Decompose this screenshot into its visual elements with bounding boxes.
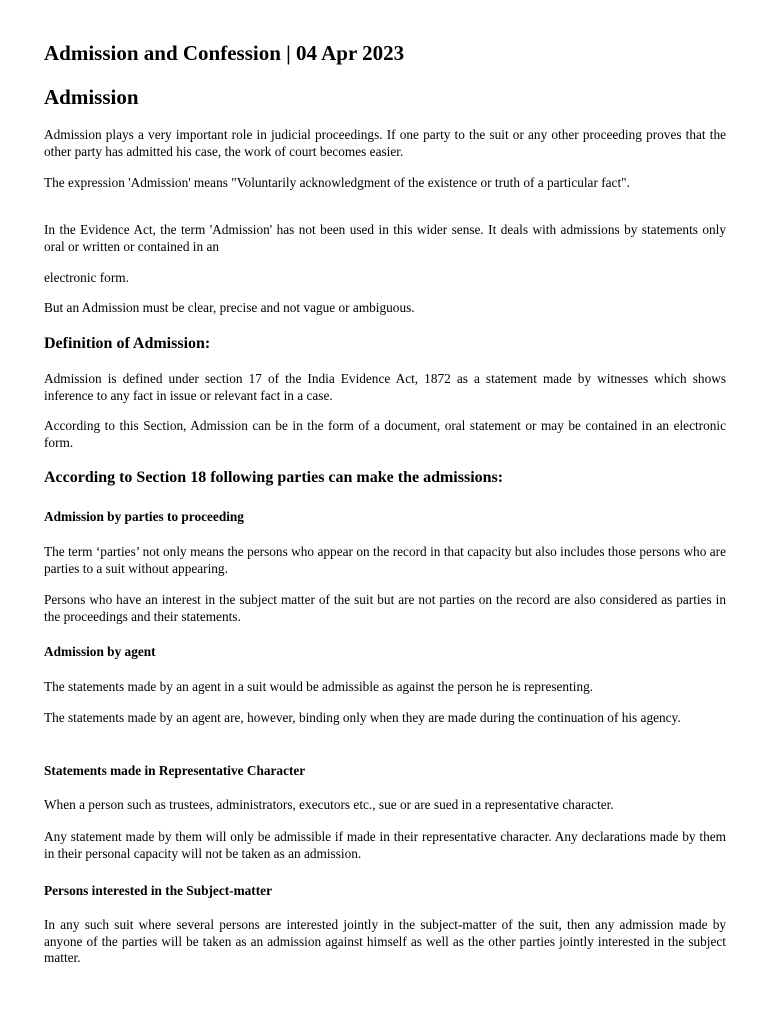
definition-heading: Definition of Admission:: [44, 335, 211, 352]
paragraph-representative-2: Any statement made by them will only be admissible if made in their representative character. Any declarations made by them in their personal capacity will not be taken as an admission.: [44, 829, 726, 861]
representative-heading: Statements made in Representative Character: [44, 763, 306, 778]
interested-heading: Persons interested in the Subject-matter: [44, 883, 272, 898]
document-title: Admission and Confession | 04 Apr 2023: [44, 41, 405, 65]
paragraph-intro-4: electronic form.: [44, 270, 129, 285]
paragraph-intro-1: Admission plays a very important role in judicial proceedings. If one party to the suit or any other proceeding proves that the other party has admitted his case, the work of court becomes easier.: [44, 127, 726, 159]
paragraph-intro-3: In the Evidence Act, the term 'Admission' has not been used in this wider sense. It deals with admissions by statements only oral or written or contained in an: [44, 222, 726, 254]
paragraph-agent-1: The statements made by an agent in a suit would be admissible as against the person he is representing.: [44, 679, 594, 694]
agent-heading: Admission by agent: [44, 644, 156, 659]
paragraph-interested-1: In any such suit where several persons are interested jointly in the subject-matter of the suit, then any admission made by anyone of the parties will be taken as an admission against himself as well as the other parties jointly interested in the subject matter.: [44, 917, 726, 965]
paragraph-representative-1: When a person such as trustees, administrators, executors etc., sue or are sued in a representative character.: [44, 797, 614, 812]
paragraph-agent-2: The statements made by an agent are, however, binding only when they are made during the continuation of his agency.: [44, 710, 681, 725]
paragraph-definition-2: According to this Section, Admission can be in the form of a document, oral statement or may be contained in an electronic form.: [44, 418, 726, 450]
paragraph-intro-5: But an Admission must be clear, precise and not vague or ambiguous.: [44, 300, 415, 315]
paragraph-parties-2: Persons who have an interest in the subject matter of the suit but are not parties on the record are also considered as parties in the proceedings and their statements.: [44, 592, 726, 624]
paragraph-parties-1: The term ‘parties’ not only means the persons who appear on the record in that capacity but also includes those persons who are parties to a suit without appearing.: [44, 544, 726, 576]
paragraph-definition-1: Admission is defined under section 17 of the India Evidence Act, 1872 as a statement made by witnesses which shows inference to any fact in issue or relevant fact in a case.: [44, 371, 726, 403]
parties-heading: Admission by parties to proceeding: [44, 509, 244, 524]
section18-heading: According to Section 18 following parties can make the admissions:: [44, 469, 504, 486]
paragraph-intro-2: The expression 'Admission' means "Voluntarily acknowledgment of the existence or truth of a particular fact".: [44, 175, 630, 190]
section-heading-admission: Admission: [44, 85, 139, 109]
